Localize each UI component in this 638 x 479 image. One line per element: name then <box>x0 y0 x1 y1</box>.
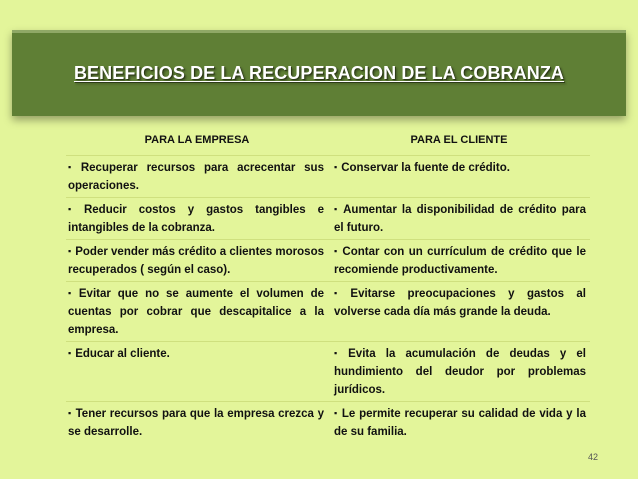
empresa-cell <box>66 342 328 402</box>
cliente-text: Evita la acumulación de deudas y el hundimiento del deudor por problemas jurídicos. <box>334 348 586 396</box>
table-row <box>66 156 590 198</box>
title-banner <box>12 30 626 116</box>
bullet-icon: ▪ <box>334 348 345 358</box>
table-row <box>66 282 590 342</box>
bullet-icon: ▪ <box>334 246 339 256</box>
bullet-icon: ▪ <box>68 288 75 298</box>
header-cliente: PARA EL CLIENTE <box>410 134 508 146</box>
cliente-cell <box>328 156 590 198</box>
empresa-text: Tener recursos para que la empresa crezca y se desarrolle. <box>68 408 324 438</box>
cliente-text: Evitarse preocupaciones y gastos al volverse cada día más grande la deuda. <box>334 288 586 318</box>
cliente-cell <box>328 282 590 342</box>
bullet-icon: ▪ <box>334 204 340 214</box>
slide-title: BENEFICIOS DE LA RECUPERACION DE LA COBRANZA <box>73 63 565 83</box>
cliente-text: Conservar la fuente de crédito. <box>341 162 510 174</box>
empresa-cell <box>66 198 328 240</box>
bullet-icon: ▪ <box>68 162 77 172</box>
bullet-icon: ▪ <box>68 204 80 214</box>
empresa-cell <box>66 240 328 282</box>
empresa-text: Poder vender más crédito a clientes morosos recuperados ( según el caso). <box>68 246 324 276</box>
benefits-table <box>66 131 590 443</box>
empresa-text: Recuperar recursos para acrecentar sus operaciones. <box>68 162 324 192</box>
cliente-text: Contar con un currículum de crédito que le recomiende productivamente. <box>334 246 586 276</box>
header-empresa: PARA LA EMPRESA <box>144 134 250 146</box>
bullet-icon: ▪ <box>334 408 338 418</box>
bullet-icon: ▪ <box>68 246 72 256</box>
cliente-cell <box>328 240 590 282</box>
cliente-cell <box>328 402 590 444</box>
empresa-text: Educar al cliente. <box>75 348 170 360</box>
cliente-text: Aumentar la disponibilidad de crédito para el futuro. <box>334 204 586 234</box>
cliente-text: Le permite recuperar su calidad de vida y la de su familia. <box>334 408 587 438</box>
bullet-icon: ▪ <box>68 408 72 418</box>
empresa-text: Evitar que no se aumente el volumen de cuentas por cobrar que descapitalice a la empresa. <box>68 288 324 336</box>
bullet-icon: ▪ <box>334 288 347 298</box>
cliente-cell <box>328 198 590 240</box>
table-row <box>66 402 590 444</box>
table-row <box>66 198 590 240</box>
bullet-icon: ▪ <box>334 162 338 172</box>
bullet-icon: ▪ <box>68 348 72 358</box>
table-row <box>66 240 590 282</box>
table-row <box>66 342 590 402</box>
page-number: 42 <box>588 452 599 462</box>
empresa-cell <box>66 156 328 198</box>
empresa-cell <box>66 402 328 444</box>
empresa-cell <box>66 282 328 342</box>
table-header-row <box>66 131 590 156</box>
empresa-text: Reducir costos y gastos tangibles e intangibles de la cobranza. <box>68 204 324 234</box>
cliente-cell <box>328 342 590 402</box>
